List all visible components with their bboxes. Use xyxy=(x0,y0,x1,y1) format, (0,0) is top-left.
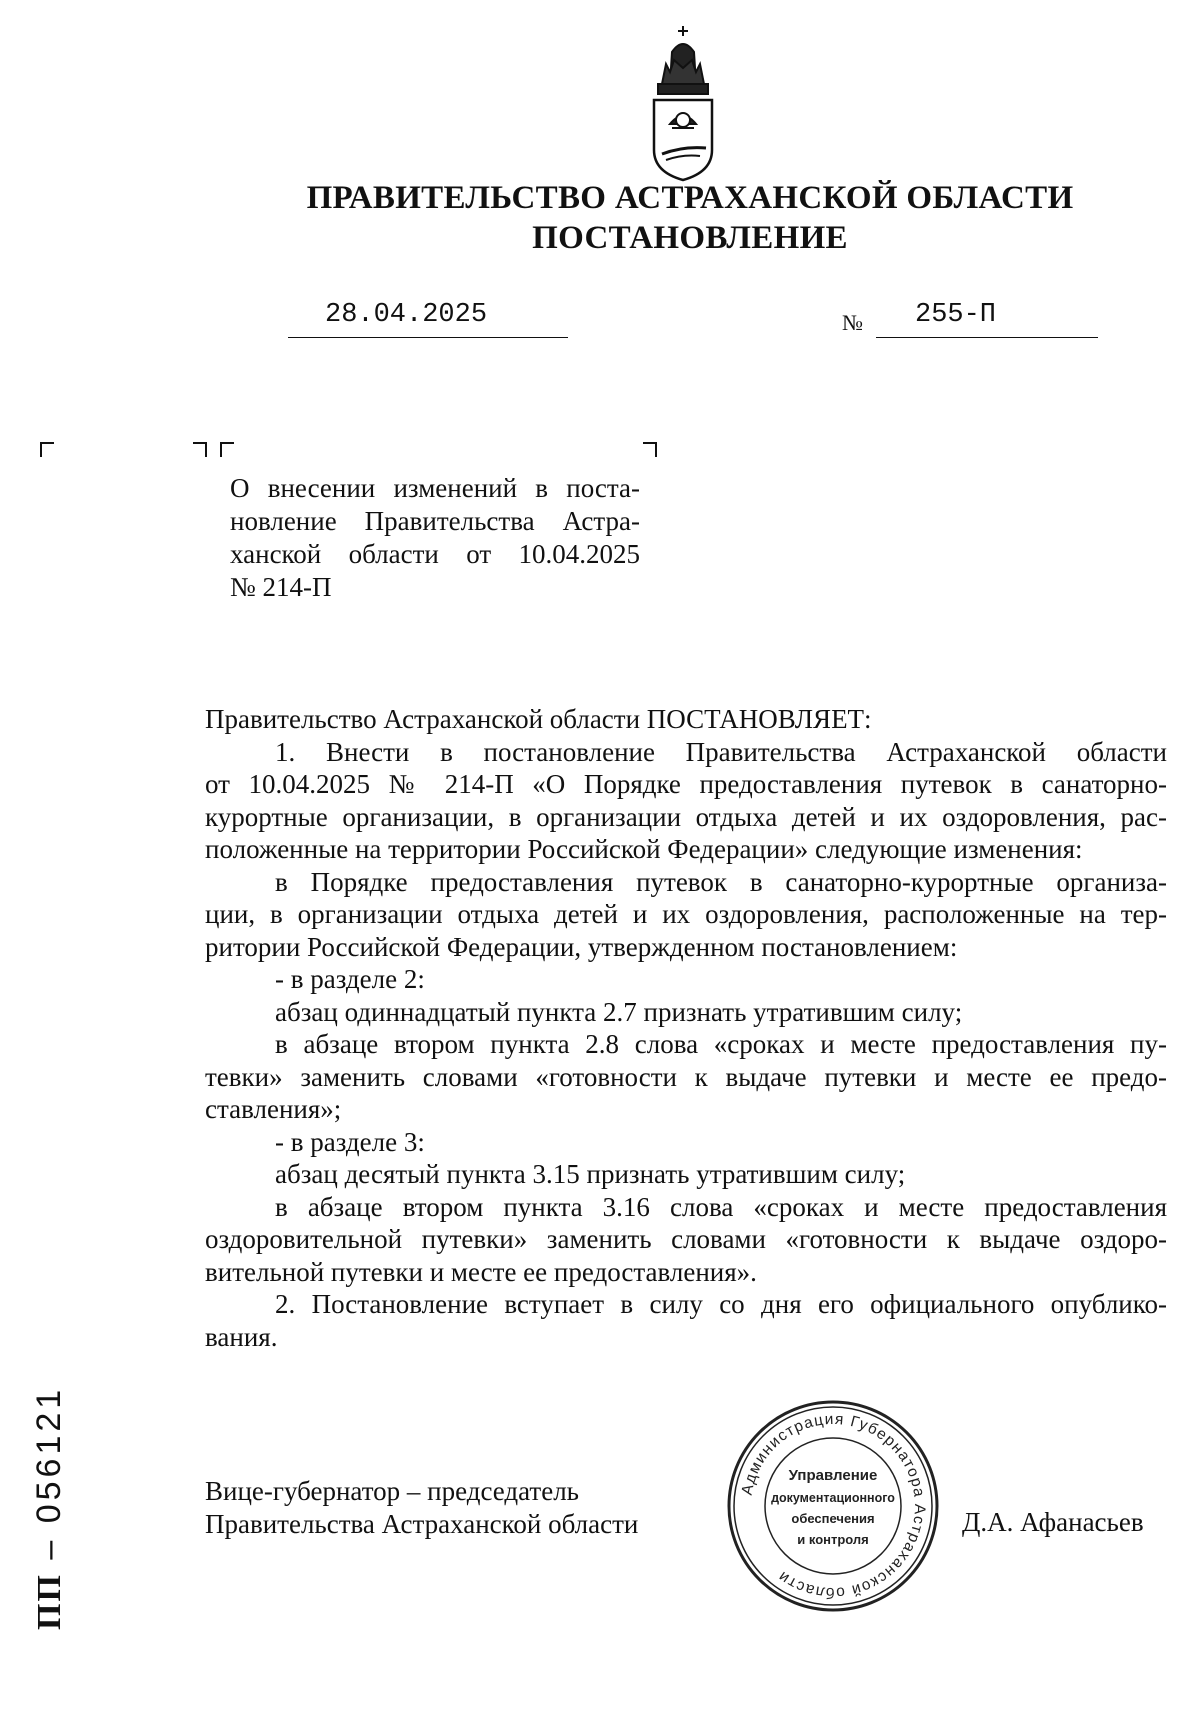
paragraph-2-8: в абзаце втором пункта 2.8 слова «сроках и месте предоставления пу- тевки» заменить словами «готовности к выдаче путевки и месте ее предо- ставления»; xyxy=(205,1029,1167,1124)
preamble: Правительство Астраханской области ПОСТАНОВЛЯЕТ: xyxy=(205,704,872,734)
signatory-position xyxy=(205,1475,638,1541)
date-underline xyxy=(288,335,568,338)
subject-line: новление Правительства Астра- xyxy=(230,506,640,536)
resolution-body xyxy=(205,703,1167,1353)
official-seal-stamp xyxy=(725,1398,941,1614)
subject-line: № 214-П xyxy=(230,572,332,602)
registration-prefix: ПП xyxy=(31,1573,68,1630)
seal-center-line: и контроля xyxy=(797,1532,869,1547)
section-2-heading: - в разделе 2: xyxy=(275,964,425,994)
government-title: ПРАВИТЕЛЬСТВО АСТРАХАНСКОЙ ОБЛАСТИ xyxy=(306,180,1074,216)
subject-line: ханской области от 10.04.2025 xyxy=(230,539,640,569)
registration-dash: – xyxy=(30,1523,68,1574)
paragraph-procedure: в Порядке предоставления путевок в санаторно-курортные организа- ции, в организации отдыха детей и их оздоровления, расположенные на тер- ритории Российской Федерации, утвержденном постановлением: xyxy=(205,866,1167,962)
corner-bracket-mid-left xyxy=(220,442,234,457)
position-line: Правительства Астраханской области xyxy=(205,1509,639,1539)
registration-number: 056121 xyxy=(30,1385,68,1524)
seal-center-line: Управление xyxy=(788,1467,878,1484)
coat-of-arms-emblem xyxy=(640,22,726,182)
signatory-name: Д.А. Афанасьев xyxy=(962,1507,1144,1537)
section-3-heading: - в разделе 3: xyxy=(275,1126,425,1157)
document-number: 255-П xyxy=(915,300,997,330)
paragraph-3-16: в абзаце втором пункта 3.16 слова «сроках и месте предоставления оздоровительной путевки» заменить словами «готовности к выдаче оздоро- вительной путевки и месте ее предоставления». xyxy=(205,1191,1167,1287)
corner-bracket-right xyxy=(643,442,657,457)
seal-ring-text: Администрация Губернатора Астраханской области xyxy=(738,1410,929,1602)
corner-bracket-mid-right xyxy=(193,442,207,457)
position-line: Вице-губернатор – председатель xyxy=(205,1476,579,1506)
registration-mark xyxy=(30,1370,80,1630)
document-subject xyxy=(230,472,640,604)
number-underline xyxy=(876,335,1098,338)
number-sign: № xyxy=(842,310,863,335)
seal-center-line: обеспечения xyxy=(791,1511,875,1526)
paragraph-2-7: абзац одиннадцатый пункта 2.7 признать утратившим силу; xyxy=(275,996,963,1027)
seal-center-line: документационного xyxy=(771,1491,895,1505)
document-type: ПОСТАНОВЛЕНИЕ xyxy=(532,220,848,256)
document-date: 28.04.2025 xyxy=(325,300,488,330)
paragraph-2: 2. Постановление вступает в силу со дня его официального опублико- вания. xyxy=(205,1289,1167,1352)
corner-bracket-left xyxy=(40,442,54,457)
paragraph-3-15: абзац десятый пункта 3.15 признать утратившим силу; xyxy=(275,1159,906,1189)
subject-line: О внесении изменений в поста- xyxy=(230,473,640,503)
paragraph-1: 1. Внести в постановление Правительства Астраханской области от 10.04.2025 № 214-П «О Порядке предоставления путевок в санаторно- курортные организации, в организации отдыха детей и их оздоровления, рас- положенные на территории Российской Федерации» следующие изменения: xyxy=(205,736,1167,864)
